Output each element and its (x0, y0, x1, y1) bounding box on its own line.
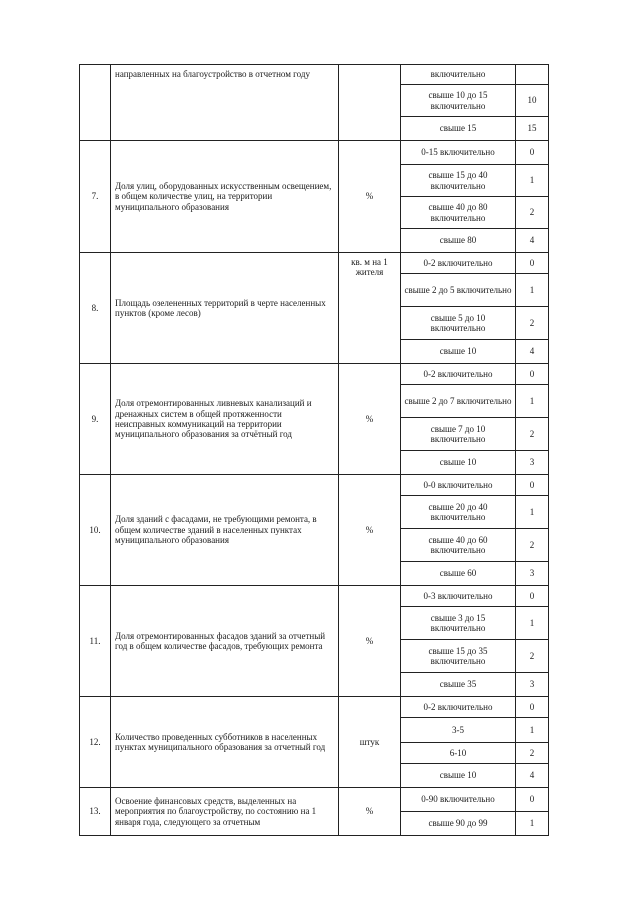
value-range: свыше 10 до 15 включительно (401, 85, 516, 117)
indicator-name: Количество проведенных субботников в населенных пунктах муниципального образования за отчетный год (111, 697, 339, 788)
indicator-table (79, 64, 549, 836)
table-row (80, 141, 549, 165)
score-value: 2 (516, 307, 549, 340)
value-range: 0-3 включительно (401, 586, 516, 607)
table-row (80, 364, 549, 385)
score-value: 0 (516, 586, 549, 607)
indicator-unit (339, 65, 401, 141)
score-value: 0 (516, 788, 549, 812)
score-value: 1 (516, 274, 549, 307)
indicator-number (80, 65, 111, 141)
score-value: 3 (516, 451, 549, 475)
table-row (80, 586, 549, 607)
score-value: 3 (516, 562, 549, 586)
score-value: 4 (516, 764, 549, 788)
table-row (80, 475, 549, 496)
score-value: 2 (516, 197, 549, 229)
indicator-name: Площадь озелененных территорий в черте населенных пунктов (кроме лесов) (111, 253, 339, 364)
table-row (80, 253, 549, 274)
value-range: 0-2 включительно (401, 364, 516, 385)
indicator-unit: % (339, 788, 401, 836)
score-value: 0 (516, 364, 549, 385)
score-value: 4 (516, 340, 549, 364)
table-row (80, 788, 549, 812)
value-range: свыше 80 (401, 229, 516, 253)
score-value: 2 (516, 640, 549, 673)
score-value: 2 (516, 529, 549, 562)
score-value: 1 (516, 718, 549, 743)
value-range: 3-5 (401, 718, 516, 743)
score-value: 2 (516, 418, 549, 451)
value-range: 0-2 включительно (401, 697, 516, 718)
value-range: свыше 3 до 15 включительно (401, 607, 516, 640)
indicator-name: направленных на благоустройство в отчетном году (111, 65, 339, 141)
indicator-unit: кв. м на 1 жителя (339, 253, 401, 364)
value-range: свыше 40 до 80 включительно (401, 197, 516, 229)
indicator-number: 12. (80, 697, 111, 788)
score-value: 3 (516, 673, 549, 697)
value-range: включительно (401, 65, 516, 85)
indicator-unit: % (339, 364, 401, 475)
value-range: 0-15 включительно (401, 141, 516, 165)
indicator-number: 9. (80, 364, 111, 475)
score-value: 0 (516, 141, 549, 165)
table-row (80, 697, 549, 718)
value-range: 0-90 включительно (401, 788, 516, 812)
value-range: свыше 10 (401, 340, 516, 364)
score-value (516, 65, 549, 85)
score-value: 0 (516, 253, 549, 274)
indicator-number: 11. (80, 586, 111, 697)
score-value: 1 (516, 385, 549, 418)
value-range: свыше 7 до 10 включительно (401, 418, 516, 451)
score-value: 15 (516, 117, 549, 141)
indicator-name: Доля зданий с фасадами, не требующими ремонта, в общем количестве зданий в населенных пунктах муниципального образования (111, 475, 339, 586)
value-range: свыше 5 до 10 включительно (401, 307, 516, 340)
score-value: 1 (516, 607, 549, 640)
value-range: свыше 15 (401, 117, 516, 141)
value-range: свыше 20 до 40 включительно (401, 496, 516, 529)
table-row (80, 65, 549, 85)
value-range: свыше 60 (401, 562, 516, 586)
value-range: свыше 90 до 99 (401, 812, 516, 836)
value-range: свыше 2 до 7 включительно (401, 385, 516, 418)
score-value: 10 (516, 85, 549, 117)
indicator-name: Освоение финансовых средств, выделенных на мероприятия по благоустройству, по состоянию на 1 января года, следующего за отчетным (111, 788, 339, 836)
indicator-name: Доля отремонтированных ливневых канализаций и дренажных систем в общей протяженности неисправных коммуникаций на территории муниципального образования за отчётный год (111, 364, 339, 475)
score-value: 0 (516, 697, 549, 718)
indicator-number: 10. (80, 475, 111, 586)
value-range: свыше 15 до 35 включительно (401, 640, 516, 673)
score-value: 2 (516, 743, 549, 764)
indicator-number: 13. (80, 788, 111, 836)
value-range: свыше 10 (401, 764, 516, 788)
indicator-unit: % (339, 586, 401, 697)
indicator-name: Доля отремонтированных фасадов зданий за отчетный год в общем количестве фасадов, требующих ремонта (111, 586, 339, 697)
indicator-unit: % (339, 141, 401, 253)
score-value: 1 (516, 496, 549, 529)
score-value: 0 (516, 475, 549, 496)
score-value: 1 (516, 812, 549, 836)
value-range: свыше 2 до 5 включительно (401, 274, 516, 307)
value-range: 0-2 включительно (401, 253, 516, 274)
indicator-unit: % (339, 475, 401, 586)
value-range: свыше 40 до 60 включительно (401, 529, 516, 562)
indicator-unit: штук (339, 697, 401, 788)
indicator-name: Доля улиц, оборудованных искусственным освещением, в общем количестве улиц, на территории муниципального образования (111, 141, 339, 253)
value-range: свыше 35 (401, 673, 516, 697)
value-range: свыше 15 до 40 включительно (401, 165, 516, 197)
score-value: 1 (516, 165, 549, 197)
value-range: свыше 10 (401, 451, 516, 475)
indicator-number: 8. (80, 253, 111, 364)
value-range: 6-10 (401, 743, 516, 764)
score-value: 4 (516, 229, 549, 253)
indicator-number: 7. (80, 141, 111, 253)
value-range: 0-0 включительно (401, 475, 516, 496)
